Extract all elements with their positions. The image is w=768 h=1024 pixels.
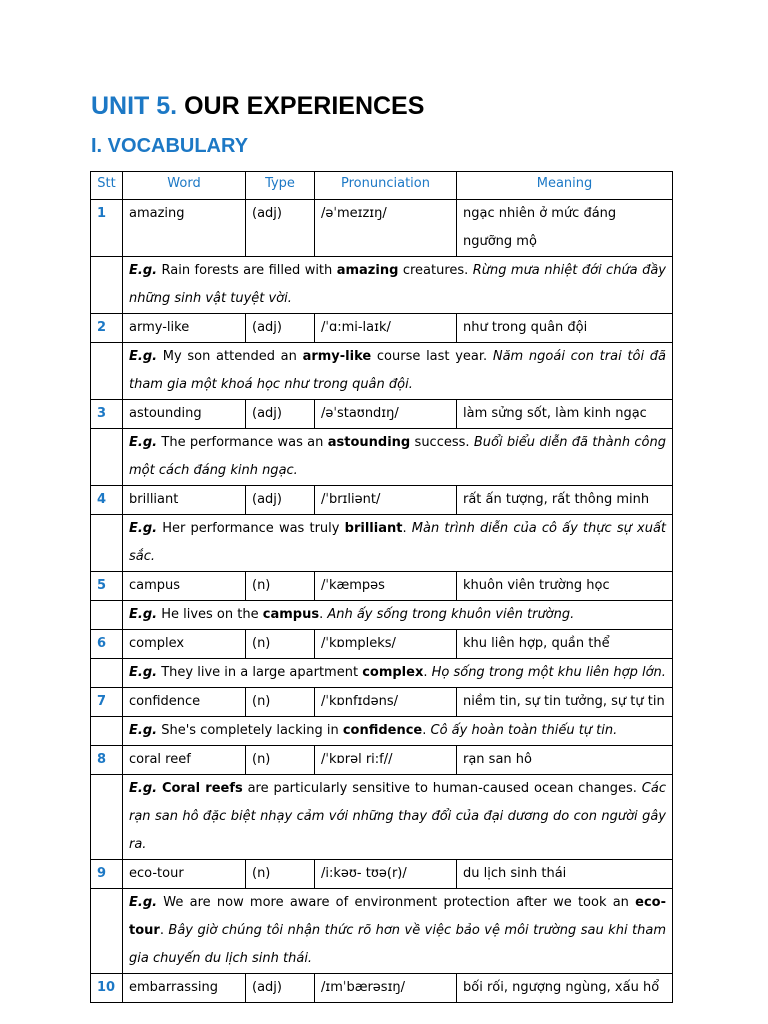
row-number: 5 (91, 572, 123, 601)
example-blank-cell (91, 257, 123, 314)
word-row (91, 974, 673, 1003)
word-row (91, 860, 673, 889)
example-text-after: creatures. (398, 263, 473, 278)
pronunciation-cell: /ˈkæmpəs (315, 572, 457, 601)
section-title: I. VOCABULARY (91, 135, 249, 157)
example-text-before: They live in a large apartment (157, 665, 363, 680)
word-row (91, 486, 673, 515)
word-cell: coral reef (123, 746, 246, 775)
pronunciation-cell: /əˈmeɪzɪŋ/ (315, 200, 457, 257)
example-row (91, 775, 673, 860)
example-translation: Bây giờ chúng tôi nhận thức rõ hơn về việc bảo vệ môi trường sau khi tham gia chuyến du lịch sinh thái. (129, 923, 666, 966)
pronunciation-cell: /i:kəʊ- tʊə(r)/ (315, 860, 457, 889)
example-label: E.g. (129, 781, 158, 796)
example-keyword: brilliant (344, 521, 403, 536)
example-label: E.g. (129, 665, 158, 680)
word-cell: complex (123, 630, 246, 659)
example-blank-cell (91, 717, 123, 746)
type-cell: (n) (246, 860, 315, 889)
type-cell: (adj) (246, 974, 315, 1003)
example-text-before: My son attended an (157, 349, 303, 364)
example-cell (123, 889, 673, 974)
example-row (91, 257, 673, 314)
unit-title (91, 92, 424, 121)
example-label: E.g. (129, 895, 158, 910)
example-text-before: He lives on the (157, 607, 263, 622)
pronunciation-cell: /əˈstaʊndɪŋ/ (315, 400, 457, 429)
word-cell: brilliant (123, 486, 246, 515)
vocabulary-table (90, 171, 673, 1003)
type-cell: (n) (246, 746, 315, 775)
example-label: E.g. (129, 263, 158, 278)
example-text-after: . (402, 521, 412, 536)
type-cell: (n) (246, 572, 315, 601)
word-row (91, 630, 673, 659)
word-cell: army-like (123, 314, 246, 343)
word-row (91, 400, 673, 429)
meaning-cell: niềm tin, sự tin tưởng, sự tự tin (457, 688, 673, 717)
example-blank-cell (91, 601, 123, 630)
example-text-after: . (422, 723, 431, 738)
example-translation: Màn trình diễn của cô ấy thực sự xuất sắc. (129, 521, 667, 564)
row-number: 10 (91, 974, 123, 1003)
example-cell (123, 775, 673, 860)
word-row (91, 746, 673, 775)
example-translation: Rừng mưa nhiệt đới chứa đầy những sinh vật tuyệt vời. (129, 263, 666, 306)
example-label: E.g. (129, 723, 158, 738)
row-number: 4 (91, 486, 123, 515)
word-cell: confidence (123, 688, 246, 717)
example-blank-cell (91, 429, 123, 486)
example-translation: Họ sống trong một khu liên hợp lớn. (431, 665, 666, 680)
row-number: 9 (91, 860, 123, 889)
meaning-cell: rạn san hô (457, 746, 673, 775)
meaning-cell: khu liên hợp, quần thể (457, 630, 673, 659)
word-row (91, 314, 673, 343)
example-row (91, 343, 673, 400)
example-cell (123, 429, 673, 486)
header-meaning: Meaning (457, 172, 673, 200)
word-cell: campus (123, 572, 246, 601)
example-keyword: astounding (327, 435, 411, 450)
example-blank-cell (91, 775, 123, 860)
example-label: E.g. (129, 521, 158, 536)
example-blank-cell (91, 343, 123, 400)
example-translation: Anh ấy sống trong khuôn viên trường. (327, 607, 575, 622)
vocabulary-table-body (91, 200, 673, 1003)
meaning-cell: du lịch sinh thái (457, 860, 673, 889)
example-keyword: eco-tour (129, 895, 666, 938)
example-cell (123, 515, 673, 572)
example-cell (123, 343, 673, 400)
example-cell (123, 717, 673, 746)
table-header-row (91, 172, 673, 200)
word-cell: astounding (123, 400, 246, 429)
example-text-before: We are now more aware of environment protection after we took an (157, 895, 636, 910)
unit-name: OUR EXPERIENCES (184, 92, 425, 120)
example-cell (123, 659, 673, 688)
example-text-after: success. (410, 435, 474, 450)
example-blank-cell (91, 659, 123, 688)
header-word: Word (123, 172, 246, 200)
type-cell: (n) (246, 630, 315, 659)
example-text-before: Her performance was truly (157, 521, 345, 536)
meaning-cell: ngạc nhiên ở mức đáng ngưỡng mộ (457, 200, 673, 257)
type-cell: (adj) (246, 314, 315, 343)
pronunciation-cell: /ɪmˈbærəsɪŋ/ (315, 974, 457, 1003)
row-number: 7 (91, 688, 123, 717)
pronunciation-cell: /ˈbrɪliənt/ (315, 486, 457, 515)
word-cell: eco-tour (123, 860, 246, 889)
example-row (91, 601, 673, 630)
meaning-cell: rất ấn tượng, rất thông minh (457, 486, 673, 515)
example-keyword: army-like (302, 349, 372, 364)
word-cell: embarrassing (123, 974, 246, 1003)
row-number: 2 (91, 314, 123, 343)
example-label: E.g. (129, 607, 158, 622)
unit-number: UNIT 5. (91, 92, 178, 120)
example-row (91, 429, 673, 486)
example-translation: Cô ấy hoàn toàn thiếu tự tin. (430, 723, 618, 738)
type-cell: (adj) (246, 486, 315, 515)
example-cell (123, 601, 673, 630)
example-keyword: confidence (342, 723, 423, 738)
word-row (91, 200, 673, 257)
type-cell: (n) (246, 688, 315, 717)
example-row (91, 717, 673, 746)
example-blank-cell (91, 889, 123, 974)
type-cell: (adj) (246, 400, 315, 429)
example-blank-cell (91, 515, 123, 572)
example-keyword: amazing (336, 263, 399, 278)
header-type: Type (246, 172, 315, 200)
pronunciation-cell: /ˈkɒmpleks/ (315, 630, 457, 659)
pronunciation-cell: /ˈɑ:mi-laɪk/ (315, 314, 457, 343)
meaning-cell: bối rối, ngượng ngùng, xấu hổ (457, 974, 673, 1003)
header-stt: Stt (91, 172, 123, 200)
example-translation: Các rạn san hô đặc biệt nhạy cảm với những thay đổi của đại dương do con người gây ra. (129, 781, 666, 852)
example-text-after: . (423, 665, 432, 680)
meaning-cell: khuôn viên trường học (457, 572, 673, 601)
pronunciation-cell: /ˈkɒrəl ri:f// (315, 746, 457, 775)
header-pronunciation: Pronunciation (315, 172, 457, 200)
example-cell (123, 257, 673, 314)
meaning-cell: như trong quân đội (457, 314, 673, 343)
meaning-cell: làm sửng sốt, làm kinh ngạc (457, 400, 673, 429)
example-keyword: complex (362, 665, 424, 680)
row-number: 6 (91, 630, 123, 659)
word-cell: amazing (123, 200, 246, 257)
example-keyword: Coral reefs (161, 781, 243, 796)
type-cell: (adj) (246, 200, 315, 257)
example-text-after: course last year. (371, 349, 493, 364)
example-text-after: are particularly sensitive to human-caused ocean changes. (242, 781, 642, 796)
example-text-before: She's completely lacking in (157, 723, 343, 738)
example-text-after: . (159, 923, 169, 938)
example-keyword: campus (262, 607, 320, 622)
row-number: 3 (91, 400, 123, 429)
example-label: E.g. (129, 349, 158, 364)
example-text-before: The performance was an (157, 435, 328, 450)
example-label: E.g. (129, 435, 158, 450)
example-translation: Buổi biểu diễn đã thành công một cách đáng kinh ngạc. (129, 435, 666, 478)
word-row (91, 688, 673, 717)
example-text-before: Rain forests are filled with (157, 263, 337, 278)
example-translation: Năm ngoái con trai tôi đã tham gia một khoá học như trong quân đội. (129, 349, 666, 392)
word-row (91, 572, 673, 601)
row-number: 1 (91, 200, 123, 257)
example-row (91, 889, 673, 974)
pronunciation-cell: /ˈkɒnfɪdəns/ (315, 688, 457, 717)
example-row (91, 515, 673, 572)
row-number: 8 (91, 746, 123, 775)
example-text-after: . (319, 607, 328, 622)
example-row (91, 659, 673, 688)
